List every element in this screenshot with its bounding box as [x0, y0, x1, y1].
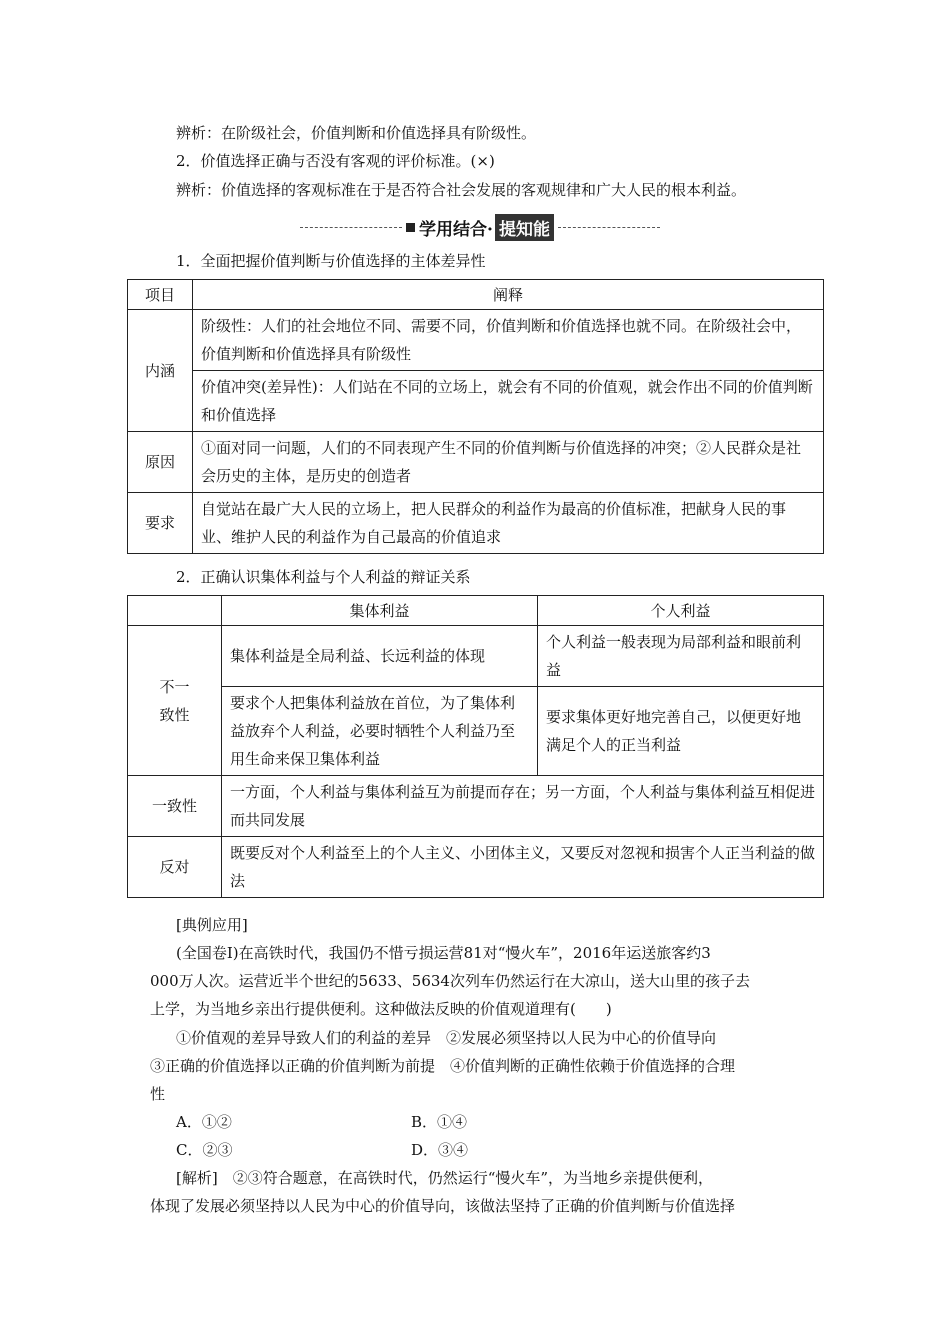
header-collective: 集体利益 — [222, 596, 538, 626]
option-d: D．③④ — [411, 1141, 469, 1159]
interest-relation-table — [127, 595, 824, 898]
option-b: B．①④ — [411, 1113, 468, 1131]
header-item: 项目 — [128, 280, 193, 310]
section-banner — [300, 214, 660, 240]
row-label-requirement: 要求 — [128, 493, 193, 554]
option-a: A．①② — [176, 1113, 232, 1131]
banner-dash-left — [300, 227, 402, 228]
option-c: C．②③ — [176, 1141, 233, 1159]
question-2: 2．价值选择正确与否没有客观的评价标准。(×) — [176, 152, 495, 170]
example-tag: [典例应用] — [176, 916, 248, 934]
personal-requirement: 要求集体更好地完善自己，以便更好地满足个人的正当利益 — [538, 687, 824, 776]
collective-whole: 集体利益是全局利益、长远利益的体现 — [222, 626, 538, 687]
personal-local: 个人利益一般表现为局部利益和眼前利益 — [538, 626, 824, 687]
question-line-2: 000万人次。运营近半个世纪的5633、5634次列车仍然运行在大凉山，送大山里的孩子去 — [150, 972, 750, 990]
banner-text: 学用结合· — [419, 219, 493, 240]
answer-line-2: 体现了发展必须坚持以人民为中心的价值导向，该做法坚持了正确的价值判断与价值选择 — [150, 1197, 736, 1215]
header-explanation: 阐释 — [193, 280, 824, 310]
analysis-line-1: 辨析：在阶级社会，价值判断和价值选择具有阶级性。 — [176, 124, 537, 142]
connotation-class: 阶级性：人们的社会地位不同、需要不同，价值判断和价值选择也就不同。在阶级社会中，价值判断和价值选择具有阶级性 — [193, 310, 824, 371]
section1-title: 1．全面把握价值判断与价值选择的主体差异性 — [176, 252, 486, 270]
consistency-text: 一方面，个人利益与集体利益互为前提而存在；另一方面，个人利益与集体利益互相促进而共同发展 — [222, 776, 824, 837]
section2-title: 2．正确认识集体利益与个人利益的辩证关系 — [176, 568, 471, 586]
row-label-inconsistency: 不一致性 — [128, 626, 222, 776]
row-label-connotation: 内涵 — [128, 310, 193, 432]
square-icon — [406, 223, 415, 232]
statement-line-2: ③正确的价值选择以正确的价值判断为前提 ④价值判断的正确性依赖于价值选择的合理 — [150, 1057, 736, 1075]
statement-line-1: ①价值观的差异导致人们的利益的差异 ②发展必须坚持以人民为中心的价值导向 — [176, 1029, 717, 1047]
row-label-reason: 原因 — [128, 432, 193, 493]
statement-line-3: 性 — [150, 1085, 166, 1103]
collective-requirement: 要求个人把集体利益放在首位，为了集体利益放弃个人利益，必要时牺牲个人利益乃至用生命来保卫集体利益 — [222, 687, 538, 776]
requirement-text: 自觉站在最广大人民的立场上，把人民群众的利益作为最高的价值标准，把献身人民的事业、维护人民的利益作为自己最高的价值追求 — [193, 493, 824, 554]
subject-difference-table — [127, 279, 824, 554]
header-blank — [128, 596, 222, 626]
oppose-text: 既要反对个人利益至上的个人主义、小团体主义，又要反对忽视和损害个人正当利益的做法 — [222, 837, 824, 898]
row-label-consistency: 一致性 — [128, 776, 222, 837]
banner-dash-right — [558, 227, 660, 228]
row-label-oppose: 反对 — [128, 837, 222, 898]
banner-highlight: 提知能 — [495, 214, 554, 241]
connotation-conflict: 价值冲突(差异性)：人们站在不同的立场上，就会有不同的价值观，就会作出不同的价值判断和价值选择 — [193, 371, 824, 432]
analysis-line-2: 辨析：价值选择的客观标准在于是否符合社会发展的客观规律和广大人民的根本利益。 — [176, 181, 747, 199]
question-line-1: (全国卷Ⅰ)在高铁时代，我国仍不惜亏损运营81对“慢火车”，2016年运送旅客约3 — [176, 944, 711, 962]
question-line-3: 上学，为当地乡亲出行提供便利。这种做法反映的价值观道理有( ) — [150, 1000, 612, 1018]
answer-line-1: [解析] ②③符合题意，在高铁时代，仍然运行“慢火车”，为当地乡亲提供便利， — [176, 1169, 714, 1187]
header-personal: 个人利益 — [538, 596, 824, 626]
reason-text: ①面对同一问题，人们的不同表现产生不同的价值判断与价值选择的冲突；②人民群众是社会历史的主体，是历史的创造者 — [193, 432, 824, 493]
